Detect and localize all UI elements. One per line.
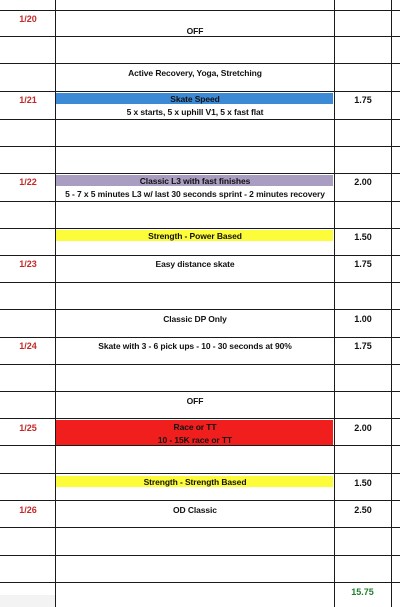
date-cell: 1/26: [19, 505, 37, 515]
hours-cell: 1.75: [354, 341, 372, 351]
date-cell: 1/25: [19, 423, 37, 433]
workout-cell: OFF: [186, 26, 204, 36]
grid-row-line: [0, 63, 400, 64]
grid-row-line: [0, 418, 400, 419]
grid-row-line: [0, 173, 400, 174]
grid-row-line: [0, 473, 400, 474]
grid-row-line: [0, 445, 400, 446]
date-cell: 1/24: [19, 341, 37, 351]
workout-cell: Race or TT: [173, 422, 217, 432]
hours-cell: 1.50: [354, 232, 372, 242]
hours-cell: 1.00: [354, 314, 372, 324]
date-cell: 1/21: [19, 95, 37, 105]
workout-detail-cell: 10 - 15K race or TT: [157, 435, 233, 445]
grid-row-line: [0, 555, 400, 556]
grid-row-line: [0, 309, 400, 310]
workout-cell: Skate with 3 - 6 pick ups - 10 - 30 seconds at 90%: [98, 341, 292, 351]
grid-row-line: [0, 391, 400, 392]
grid-row-line: [0, 364, 400, 365]
workout-cell: Classic DP Only: [163, 314, 227, 324]
hours-cell: 2.00: [354, 423, 372, 433]
workout-cell: Strength - Strength Based: [143, 477, 247, 487]
hours-cell: 1.75: [354, 95, 372, 105]
workout-cell: Active Recovery, Yoga, Stretching: [128, 68, 262, 78]
grid-row-line: [0, 201, 400, 202]
grid-row-line: [0, 527, 400, 528]
sheet-footer-cell: [0, 595, 55, 607]
grid-col-line: [55, 0, 56, 607]
grid-row-line: [0, 36, 400, 37]
workout-detail-cell: 5 x starts, 5 x uphill V1, 5 x fast flat: [126, 107, 264, 117]
workout-detail-cell: 5 - 7 x 5 minutes L3 w/ last 30 seconds sprint - 2 minutes recovery: [65, 189, 325, 199]
grid-row-line: [0, 119, 400, 120]
date-cell: 1/23: [19, 259, 37, 269]
grid-col-line: [391, 0, 392, 607]
workout-cell: OD Classic: [173, 505, 217, 515]
workout-cell: Easy distance skate: [155, 259, 235, 269]
hours-cell: 1.50: [354, 478, 372, 488]
grid-col-line: [334, 0, 335, 607]
hours-cell: 1.75: [354, 259, 372, 269]
grid-row-line: [0, 255, 400, 256]
date-cell: 1/22: [19, 177, 37, 187]
grid-row-line: [0, 228, 400, 229]
total-hours-cell: 15.75: [351, 587, 374, 597]
date-cell: 1/20: [19, 14, 37, 24]
grid-row-line: [0, 10, 400, 11]
hours-cell: 2.00: [354, 177, 372, 187]
grid-row-line: [0, 282, 400, 283]
grid-row-line: [0, 337, 400, 338]
hours-cell: 2.50: [354, 505, 372, 515]
workout-cell: Skate Speed: [170, 94, 220, 104]
grid-row-line: [0, 146, 400, 147]
workout-cell: OFF: [186, 396, 204, 406]
grid-row-line: [0, 91, 400, 92]
workout-cell: Strength - Power Based: [148, 231, 242, 241]
workout-cell: Classic L3 with fast finishes: [139, 176, 251, 186]
grid-row-line: [0, 582, 400, 583]
grid-row-line: [0, 500, 400, 501]
